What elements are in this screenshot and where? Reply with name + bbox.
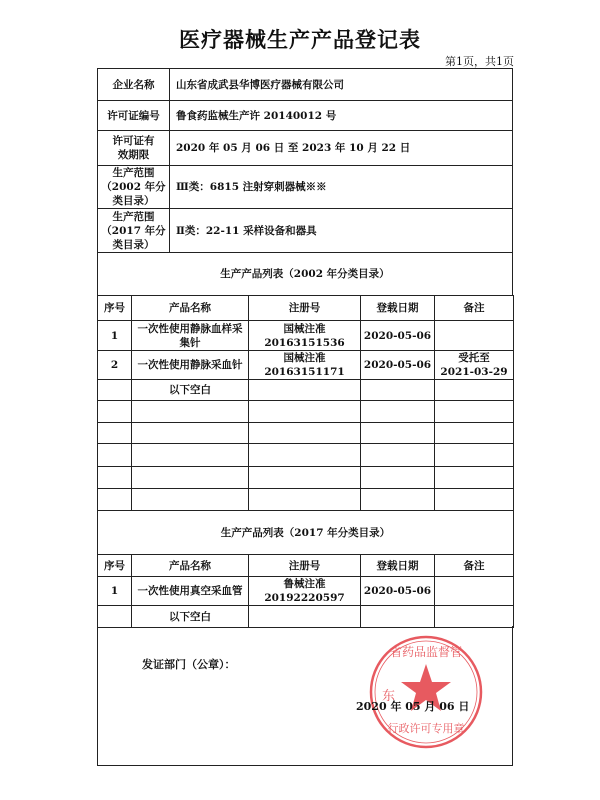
empty-cell xyxy=(361,489,435,511)
reg-number: 20192220597 xyxy=(264,592,345,604)
reg-number: 20163151536 xyxy=(264,336,345,349)
col-header: 产品名称 xyxy=(132,296,249,321)
info-label: 企业名称 xyxy=(98,69,170,101)
company-info-table xyxy=(97,68,513,296)
cell-reg xyxy=(249,351,361,380)
cell-date: 2020-05-06 xyxy=(361,577,435,606)
empty-cell xyxy=(435,380,514,401)
empty-cell xyxy=(249,423,361,444)
table-row xyxy=(98,577,514,606)
page-title: 医疗器械生产产品登记表 xyxy=(179,27,421,52)
empty-cell xyxy=(249,401,361,423)
cell-note xyxy=(435,577,514,606)
issuer-section xyxy=(97,626,513,766)
note-line: 受托至 xyxy=(458,352,490,364)
reg-prefix: 国械注准 xyxy=(283,352,326,364)
empty-cell xyxy=(435,444,514,467)
empty-cell xyxy=(361,380,435,401)
cell-no: 1 xyxy=(98,321,132,351)
svg-text:省药品监督管: 省药品监督管 xyxy=(389,645,463,659)
blank-marker: 以下空白 xyxy=(132,606,249,628)
company-name: 山东省成武县华博医疗器械有限公司 xyxy=(170,69,513,101)
empty-cell xyxy=(132,467,249,489)
col-header: 产品名称 xyxy=(132,555,249,577)
note-line: 2021-03-29 xyxy=(440,366,508,378)
cell-reg xyxy=(249,321,361,351)
empty-cell xyxy=(435,401,514,423)
cell-note xyxy=(435,321,514,351)
col-header: 序号 xyxy=(98,555,132,577)
table-row xyxy=(98,351,514,380)
empty-cell xyxy=(132,489,249,511)
cell-reg xyxy=(249,577,361,606)
col-header: 备注 xyxy=(435,555,514,577)
col-header: 备注 xyxy=(435,296,514,321)
cell-name: 一次性使用真空采血管 xyxy=(132,577,249,606)
empty-cell xyxy=(98,401,132,423)
cell-date: 2020-05-06 xyxy=(361,351,435,380)
cell-name: 一次性使用静脉采血针 xyxy=(132,351,249,380)
license-number: 鲁食药监械生产许 20140012 号 xyxy=(170,101,513,131)
empty-row xyxy=(98,489,514,511)
empty-cell xyxy=(132,444,249,467)
empty-row xyxy=(98,401,514,423)
cell-no: 2 xyxy=(98,351,132,380)
empty-cell xyxy=(249,444,361,467)
empty-cell xyxy=(132,401,249,423)
page-number: 第1页，共1页 xyxy=(445,55,514,68)
info-label: 许可证有效期限 xyxy=(98,131,170,166)
col-header: 序号 xyxy=(98,296,132,321)
product-table-2002 xyxy=(97,295,514,628)
empty-cell xyxy=(361,423,435,444)
info-row xyxy=(98,69,513,101)
table-row xyxy=(98,606,514,628)
info-row xyxy=(98,209,513,253)
empty-cell xyxy=(361,401,435,423)
empty-cell xyxy=(435,489,514,511)
list-2017-title: 生产产品列表（2017 年分类目录） xyxy=(98,511,514,555)
empty-cell xyxy=(132,423,249,444)
empty-cell xyxy=(98,380,132,401)
reg-prefix: 国械注准 xyxy=(283,322,326,335)
empty-row xyxy=(98,444,514,467)
issue-date: 2020 年 05 月 06 日 xyxy=(356,700,470,713)
empty-cell xyxy=(98,606,132,628)
empty-cell xyxy=(98,444,132,467)
list-2002-title: 生产产品列表（2002 年分类目录） xyxy=(98,253,513,296)
official-seal-stamp xyxy=(368,634,484,750)
empty-cell xyxy=(435,606,514,628)
cell-no: 1 xyxy=(98,577,132,606)
reg-prefix: 鲁械注准 xyxy=(283,578,326,590)
col-header: 注册号 xyxy=(249,555,361,577)
empty-cell xyxy=(435,467,514,489)
cell-name: 一次性使用静脉血样采集针 xyxy=(132,321,249,351)
svg-text:行政许可专用章: 行政许可专用章 xyxy=(387,722,465,735)
table-header xyxy=(98,555,514,577)
empty-cell xyxy=(435,423,514,444)
empty-cell xyxy=(249,380,361,401)
info-row xyxy=(98,166,513,209)
info-label: 许可证编号 xyxy=(98,101,170,131)
license-validity: 2020 年 05 月 06 日 至 2023 年 10 月 22 日 xyxy=(170,131,513,166)
empty-cell xyxy=(98,467,132,489)
svg-text:东: 东 xyxy=(382,689,396,704)
col-header: 登载日期 xyxy=(361,555,435,577)
empty-cell xyxy=(98,489,132,511)
info-label: 生产范围（2002 年分类目录） xyxy=(98,166,170,209)
empty-cell xyxy=(361,606,435,628)
info-row xyxy=(98,101,513,131)
cell-note xyxy=(435,351,514,380)
table-row xyxy=(98,380,514,401)
empty-row xyxy=(98,423,514,444)
col-header: 登载日期 xyxy=(361,296,435,321)
table-row xyxy=(98,321,514,351)
empty-cell xyxy=(249,467,361,489)
empty-cell xyxy=(361,467,435,489)
issuer-label: 发证部门（公章）： xyxy=(142,658,236,671)
scope-2002: Ⅲ类：6815 注射穿刺器械※※ xyxy=(170,166,513,209)
blank-marker: 以下空白 xyxy=(132,380,249,401)
cell-date: 2020-05-06 xyxy=(361,321,435,351)
scope-2017: Ⅱ类：22-11 采样设备和器具 xyxy=(170,209,513,253)
info-label: 生产范围（2017 年分类目录） xyxy=(98,209,170,253)
reg-number: 20163151171 xyxy=(264,366,345,378)
info-row xyxy=(98,131,513,166)
empty-cell xyxy=(249,489,361,511)
table-header xyxy=(98,296,514,321)
empty-cell xyxy=(361,444,435,467)
empty-cell xyxy=(98,423,132,444)
empty-row xyxy=(98,467,514,489)
col-header: 注册号 xyxy=(249,296,361,321)
empty-cell xyxy=(249,606,361,628)
